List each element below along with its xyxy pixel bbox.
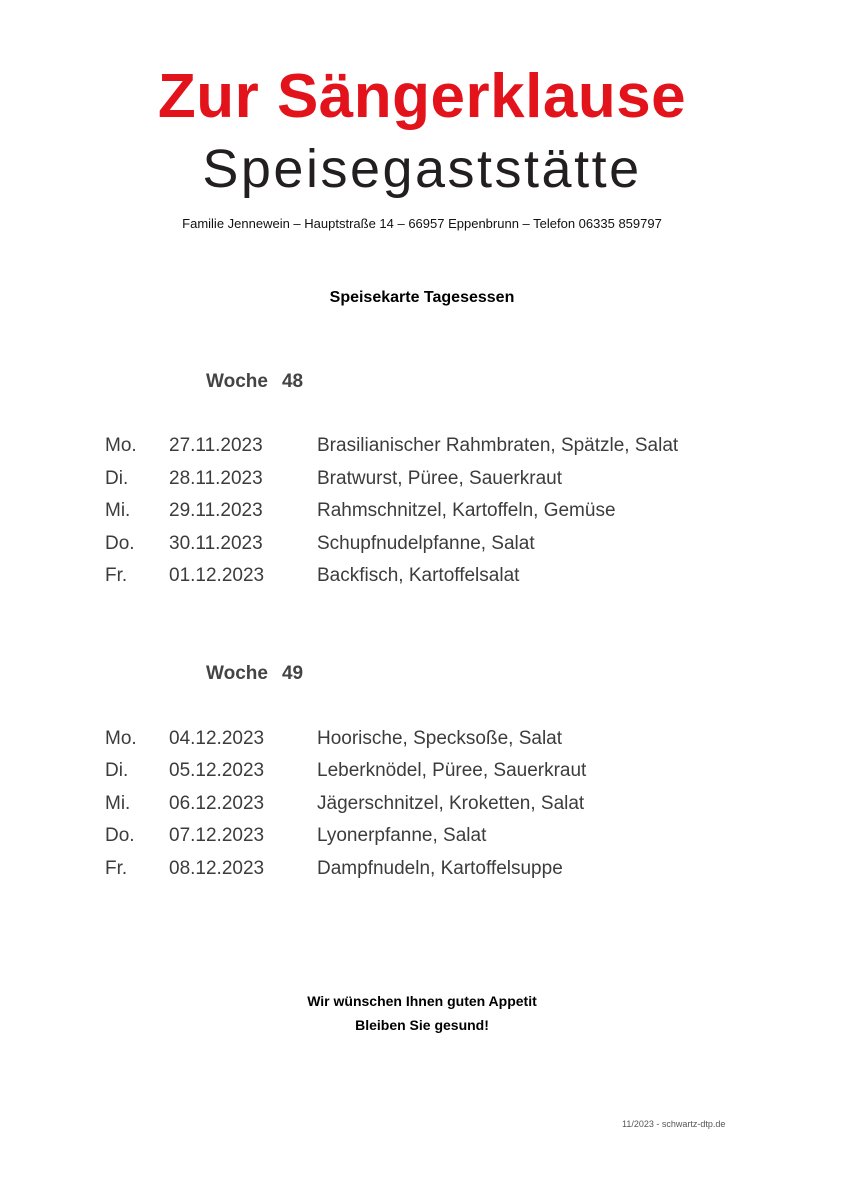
menu-row	[0, 532, 844, 556]
menu-row	[0, 759, 844, 783]
menu-row	[0, 857, 844, 881]
day-date: 01.12.2023	[169, 565, 265, 586]
address-line: Familie Jennewein – Hauptstraße 14 – 66957 Eppenbrunn – Telefon 06335 859797	[182, 216, 662, 231]
dish-name: Lyonerpfanne, Salat	[317, 825, 487, 846]
restaurant-subtitle: Speisegaststätte	[202, 139, 642, 199]
dish-name: Leberknödel, Püree, Sauerkraut	[317, 760, 587, 781]
dish-name: Jägerschnitzel, Kroketten, Salat	[317, 793, 585, 814]
day-name: Di.	[105, 760, 129, 781]
week-heading-49	[206, 663, 303, 685]
week-heading-48	[206, 371, 303, 393]
dish-name: Rahmschnitzel, Kartoffeln, Gemüse	[317, 500, 616, 521]
day-name: Mo.	[105, 435, 137, 456]
menu-row	[0, 792, 844, 816]
menu-row	[0, 564, 844, 588]
day-date: 04.12.2023	[169, 728, 265, 749]
week-label: Woche	[206, 663, 268, 684]
dish-name: Schupfnudelpfanne, Salat	[317, 533, 535, 554]
day-date: 30.11.2023	[169, 533, 263, 554]
day-name: Di.	[105, 468, 129, 489]
dish-name: Bratwurst, Püree, Sauerkraut	[317, 468, 562, 489]
menu-row	[0, 727, 844, 751]
footer-credit: 11/2023 - schwartz-dtp.de	[622, 1119, 726, 1129]
day-name: Do.	[105, 825, 135, 846]
week-label: Woche	[206, 371, 268, 392]
day-name: Fr.	[105, 565, 128, 586]
day-name: Do.	[105, 533, 135, 554]
dish-name: Backfisch, Kartoffelsalat	[317, 565, 520, 586]
day-date: 27.11.2023	[169, 435, 263, 456]
day-name: Mi.	[105, 500, 131, 521]
day-date: 06.12.2023	[169, 793, 265, 814]
dish-name: Brasilianischer Rahmbraten, Spätzle, Salat	[317, 435, 679, 456]
dish-name: Dampfnudeln, Kartoffelsuppe	[317, 858, 563, 879]
menu-title: Speisekarte Tagesessen	[329, 289, 515, 306]
day-name: Fr.	[105, 858, 128, 879]
day-date: 08.12.2023	[169, 858, 265, 879]
dish-name: Hoorische, Specksoße, Salat	[317, 728, 563, 749]
week-number: 49	[281, 663, 304, 684]
closing-line-1: Wir wünschen Ihnen guten Appetit	[307, 993, 537, 1009]
day-date: 28.11.2023	[169, 468, 263, 489]
closing-line-2: Bleiben Sie gesund!	[355, 1017, 489, 1033]
day-date: 07.12.2023	[169, 825, 265, 846]
day-name: Mi.	[105, 793, 131, 814]
day-name: Mo.	[105, 728, 137, 749]
menu-row	[0, 434, 844, 458]
day-date: 29.11.2023	[169, 500, 263, 521]
menu-row	[0, 499, 844, 523]
menu-row	[0, 824, 844, 848]
day-date: 05.12.2023	[169, 760, 265, 781]
menu-row	[0, 467, 844, 491]
week-number: 48	[281, 371, 304, 392]
restaurant-name: Zur Sängerklause	[157, 62, 687, 131]
